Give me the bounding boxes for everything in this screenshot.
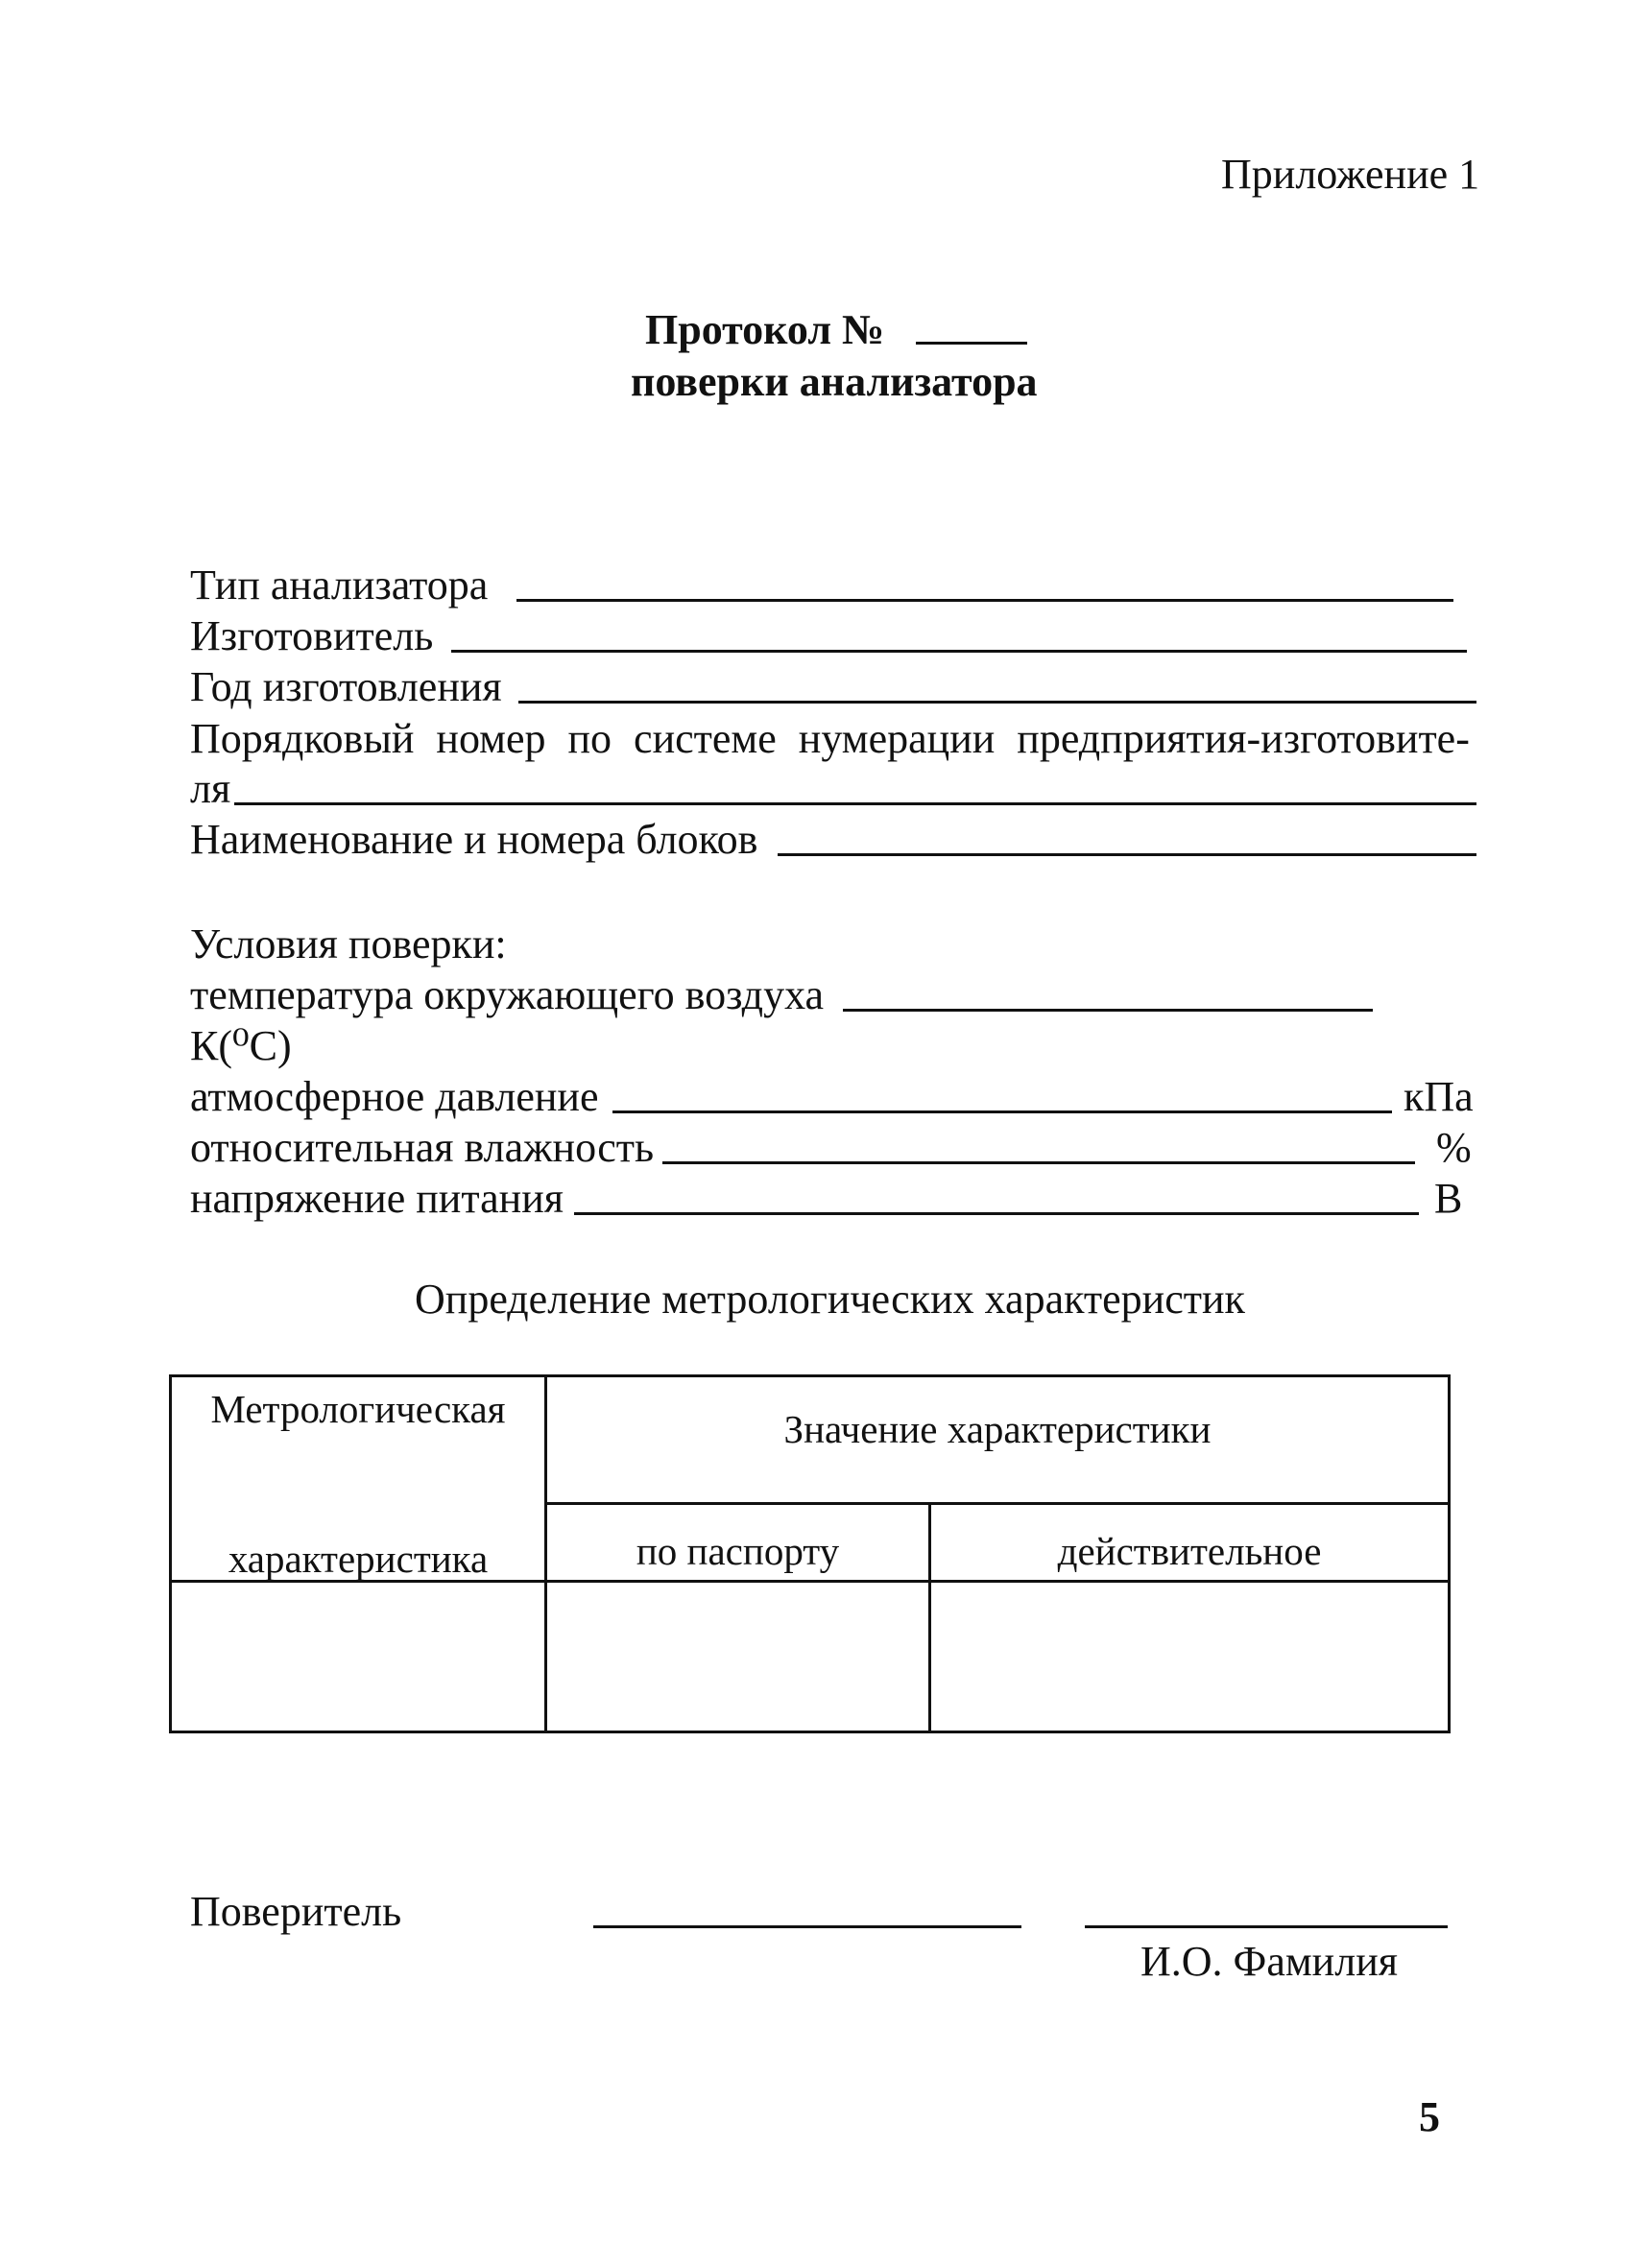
manufacturer-field[interactable] (451, 650, 1467, 653)
header-line-2: характеристика (228, 1537, 489, 1582)
metrology-characteristic-header (171, 1376, 546, 1582)
temperature-label: температура окружающего воздуха (190, 971, 825, 1018)
serial-number-label-cont: ля (190, 765, 231, 812)
voltage-label: напряжение питания (190, 1175, 564, 1222)
actual-value-cell[interactable] (930, 1581, 1450, 1731)
humidity-label: относительная влажность (190, 1124, 655, 1171)
analyzer-type-field[interactable] (516, 599, 1453, 602)
temperature-field[interactable] (843, 1009, 1373, 1012)
blocks-field[interactable] (778, 853, 1476, 856)
characteristic-cell[interactable] (171, 1581, 546, 1731)
section-title: Определение метрологических характеристик (415, 1276, 1245, 1323)
passport-value-cell[interactable] (546, 1581, 930, 1731)
actual-header: действительное (930, 1504, 1450, 1582)
signature-field[interactable] (593, 1925, 1021, 1928)
passport-header: по паспорту (546, 1504, 930, 1582)
verifier-label: Поверитель (190, 1888, 402, 1935)
table-row (171, 1581, 1450, 1731)
temperature-unit: К(⁰С) (190, 1022, 292, 1069)
pressure-unit: кПа (1404, 1073, 1474, 1120)
metrology-table (169, 1374, 1451, 1733)
pressure-field[interactable] (612, 1110, 1392, 1113)
conditions-heading: Условия поверки: (190, 920, 507, 967)
header-line-1: Метрологическая (210, 1387, 506, 1432)
manufacture-year-label: Год изготовления (190, 663, 502, 710)
humidity-field[interactable] (662, 1161, 1415, 1164)
analyzer-type-label: Тип анализатора (190, 561, 489, 609)
protocol-subtitle: поверки анализатора (631, 358, 1038, 405)
blocks-label: Наименование и номера блоков (190, 816, 758, 863)
voltage-unit: В (1434, 1175, 1463, 1222)
page-number: 5 (1419, 2093, 1440, 2140)
pressure-label: атмосферное давление (190, 1073, 599, 1120)
name-caption: И.О. Фамилия (1140, 1938, 1398, 1985)
humidity-unit: % (1436, 1124, 1472, 1171)
serial-number-label: Порядковый номер по системе нумерации предприятия-изготовите- (190, 715, 1470, 762)
name-field[interactable] (1085, 1925, 1448, 1928)
voltage-field[interactable] (574, 1212, 1419, 1215)
manufacture-year-field[interactable] (518, 701, 1476, 704)
serial-number-field[interactable] (234, 802, 1476, 805)
manufacturer-label: Изготовитель (190, 612, 434, 659)
value-group-header (546, 1376, 1450, 1504)
protocol-title: Протокол № (645, 306, 885, 353)
protocol-number-field[interactable] (916, 342, 1027, 345)
appendix-label: Приложение 1 (1221, 151, 1480, 198)
value-group-label: Значение характеристики (783, 1407, 1212, 1451)
